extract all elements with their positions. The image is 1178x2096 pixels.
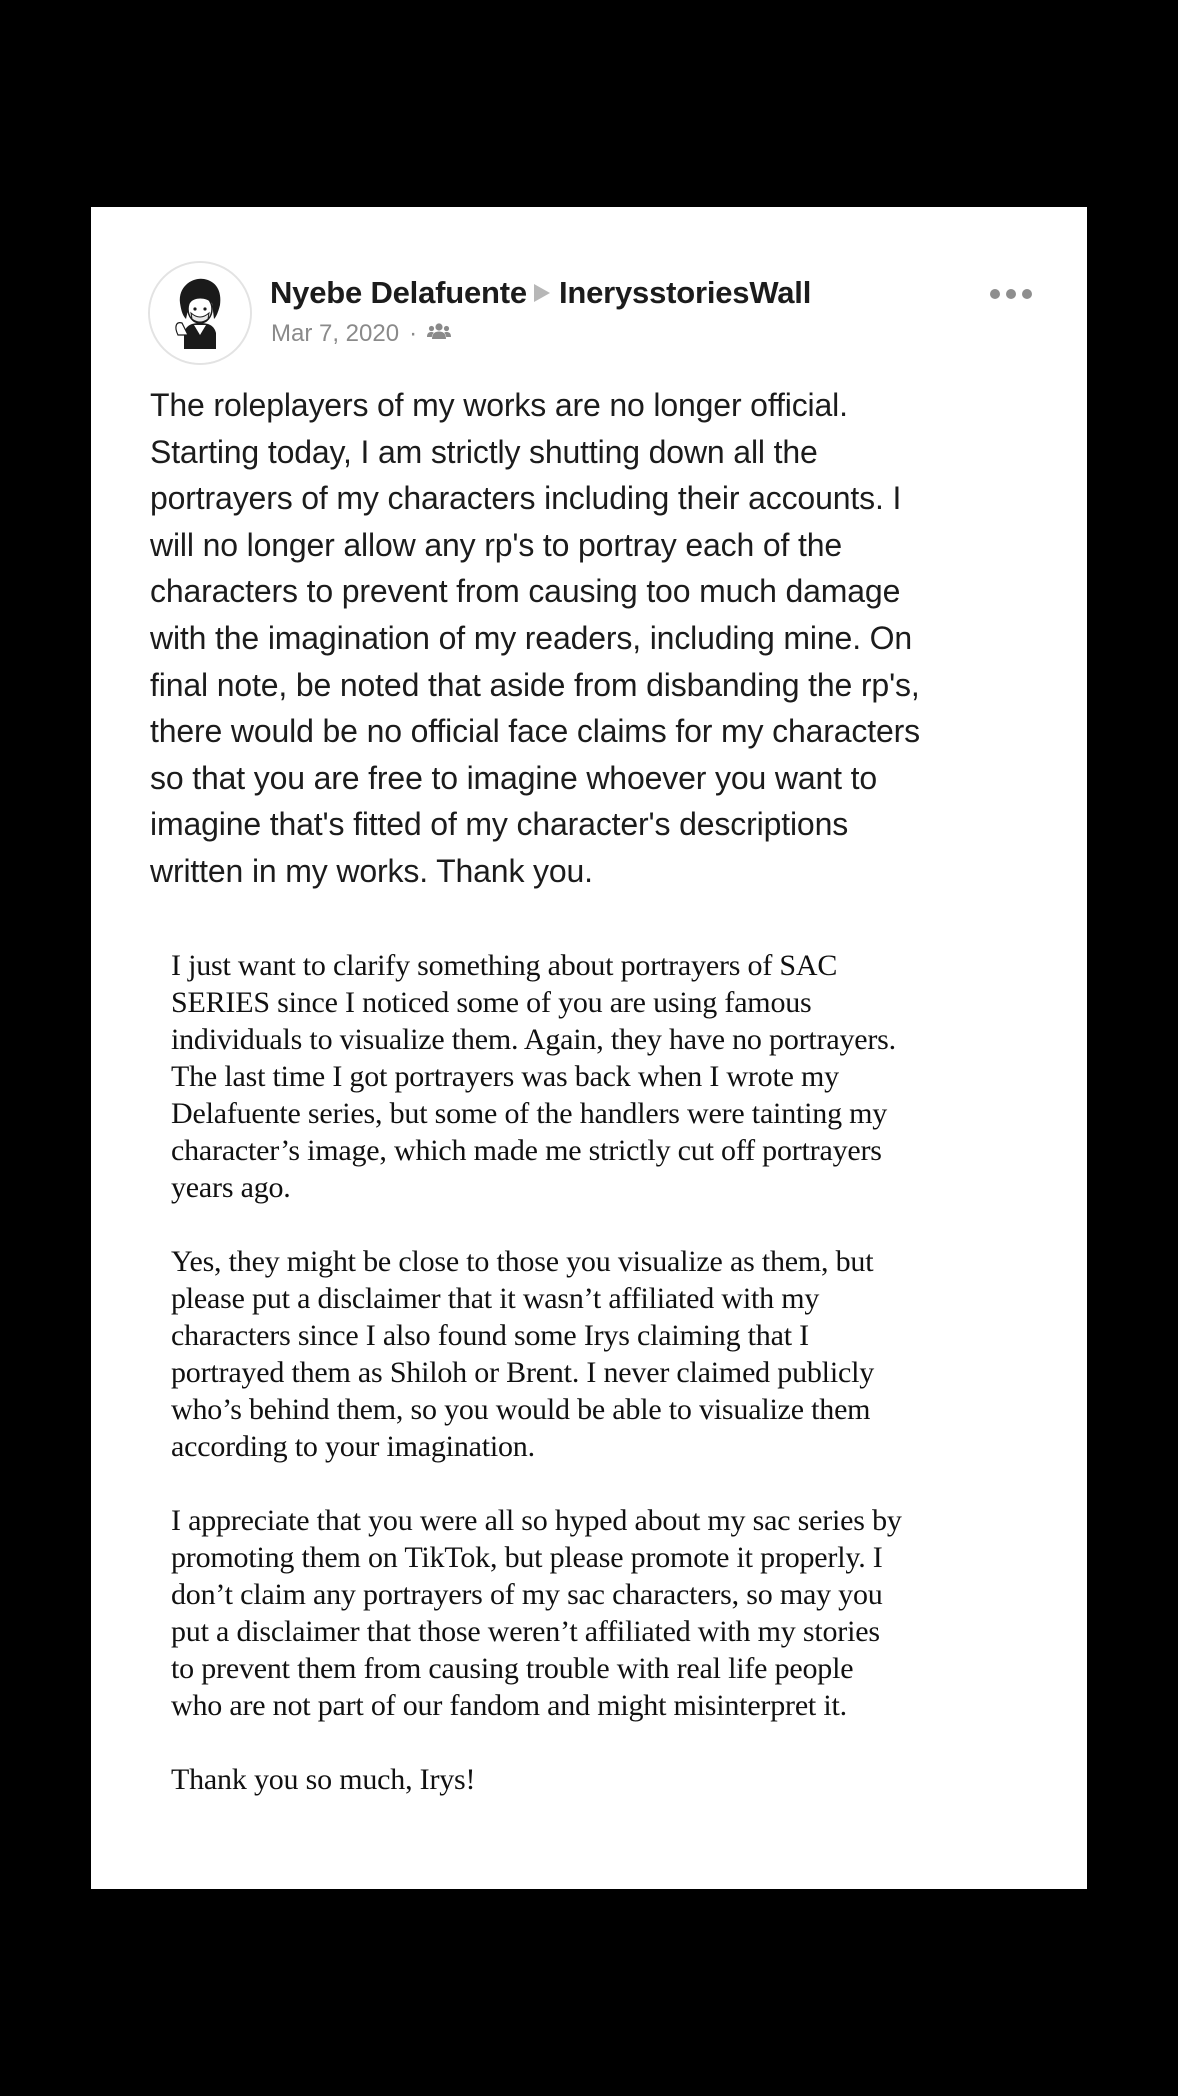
note-line: SERIES since I noticed some of you are using famous — [171, 986, 812, 1019]
screenshot-sheet — [91, 207, 1087, 1889]
note-paragraph-3 — [171, 1502, 1051, 1724]
shared-to-arrow-icon — [534, 284, 550, 302]
note-line: characters since I also found some Irys claiming that I — [171, 1319, 809, 1352]
note-line: who are not part of our fandom and might misinterpret it. — [171, 1689, 847, 1722]
note-line: I appreciate that you were all so hyped about my sac series by — [171, 1504, 902, 1537]
note-line: individuals to visualize them. Again, they have no portrayers. — [171, 1023, 896, 1056]
more-dots-icon[interactable] — [988, 287, 1034, 301]
author-avatar[interactable] — [148, 261, 252, 365]
post-date-link[interactable]: Mar 7, 2020 — [271, 320, 400, 347]
note-line: put a disclaimer that those weren’t affiliated with my stories — [171, 1615, 880, 1648]
post-body-line: Starting today, I am strictly shutting down all the — [150, 433, 818, 470]
note-line: promoting them on TikTok, but please promote it properly. I — [171, 1541, 883, 1574]
destination-page-link[interactable]: InerysstoriesWall — [558, 275, 812, 310]
note-line: Thank you so much, Irys! — [171, 1763, 476, 1796]
note-paragraph-1 — [171, 947, 1051, 1206]
note-line: portrayed them as Shiloh or Brent. I never claimed publicly — [171, 1356, 874, 1389]
post-body-line: so that you are free to imagine whoever you want to — [150, 759, 877, 796]
post-body-line: there would be no official face claims for my characters — [150, 713, 921, 750]
note-paragraph-4 — [171, 1761, 1051, 1798]
post-body-line: imagine that's fitted of my character's descriptions — [150, 806, 849, 843]
note-line: The last time I got portrayers was back when I wrote my — [171, 1060, 839, 1093]
clarification-note — [171, 947, 1051, 1835]
post-body-line: will no longer allow any rp's to portray each of the — [150, 526, 843, 563]
note-line: Yes, they might be close to those you visualize as them, but — [171, 1245, 874, 1278]
note-paragraph-2 — [171, 1243, 1051, 1465]
post-body-line: with the imagination of my readers, including mine. On — [150, 619, 913, 656]
note-line: don’t claim any portrayers of my sac characters, so may you — [171, 1578, 883, 1611]
author-name-link[interactable]: Nyebe Delafuente — [270, 275, 527, 310]
post-body-line: final note, be noted that aside from disbanding the rp's, — [150, 666, 920, 703]
note-line: character’s image, which made me strictly cut off portrayers — [171, 1134, 882, 1167]
note-line: according to your imagination. — [171, 1430, 535, 1463]
post-body-line: The roleplayers of my works are no longer official. — [150, 387, 848, 423]
note-line: I just want to clarify something about portrayers of SAC — [171, 949, 838, 982]
note-line: to prevent them from causing trouble with real life people — [171, 1652, 854, 1685]
post-body-line: written in my works. Thank you. — [150, 852, 593, 889]
post-header — [270, 275, 811, 311]
post-body-line: characters to prevent from causing too much damage — [150, 573, 901, 610]
post-body-line: portrayers of my characters including their accounts. I — [150, 480, 902, 517]
note-line: who’s behind them, so you would be able to visualize them — [171, 1393, 871, 1426]
note-line: please put a disclaimer that it wasn’t affiliated with my — [171, 1282, 820, 1315]
meta-separator: · — [409, 320, 418, 347]
note-line: Delafuente series, but some of the handlers were tainting my — [171, 1097, 888, 1130]
friends-icon[interactable] — [427, 319, 451, 347]
post-body-text — [150, 382, 1030, 895]
post-meta — [271, 320, 451, 349]
avatar-drawing-icon — [150, 263, 250, 363]
note-line: years ago. — [171, 1171, 291, 1204]
